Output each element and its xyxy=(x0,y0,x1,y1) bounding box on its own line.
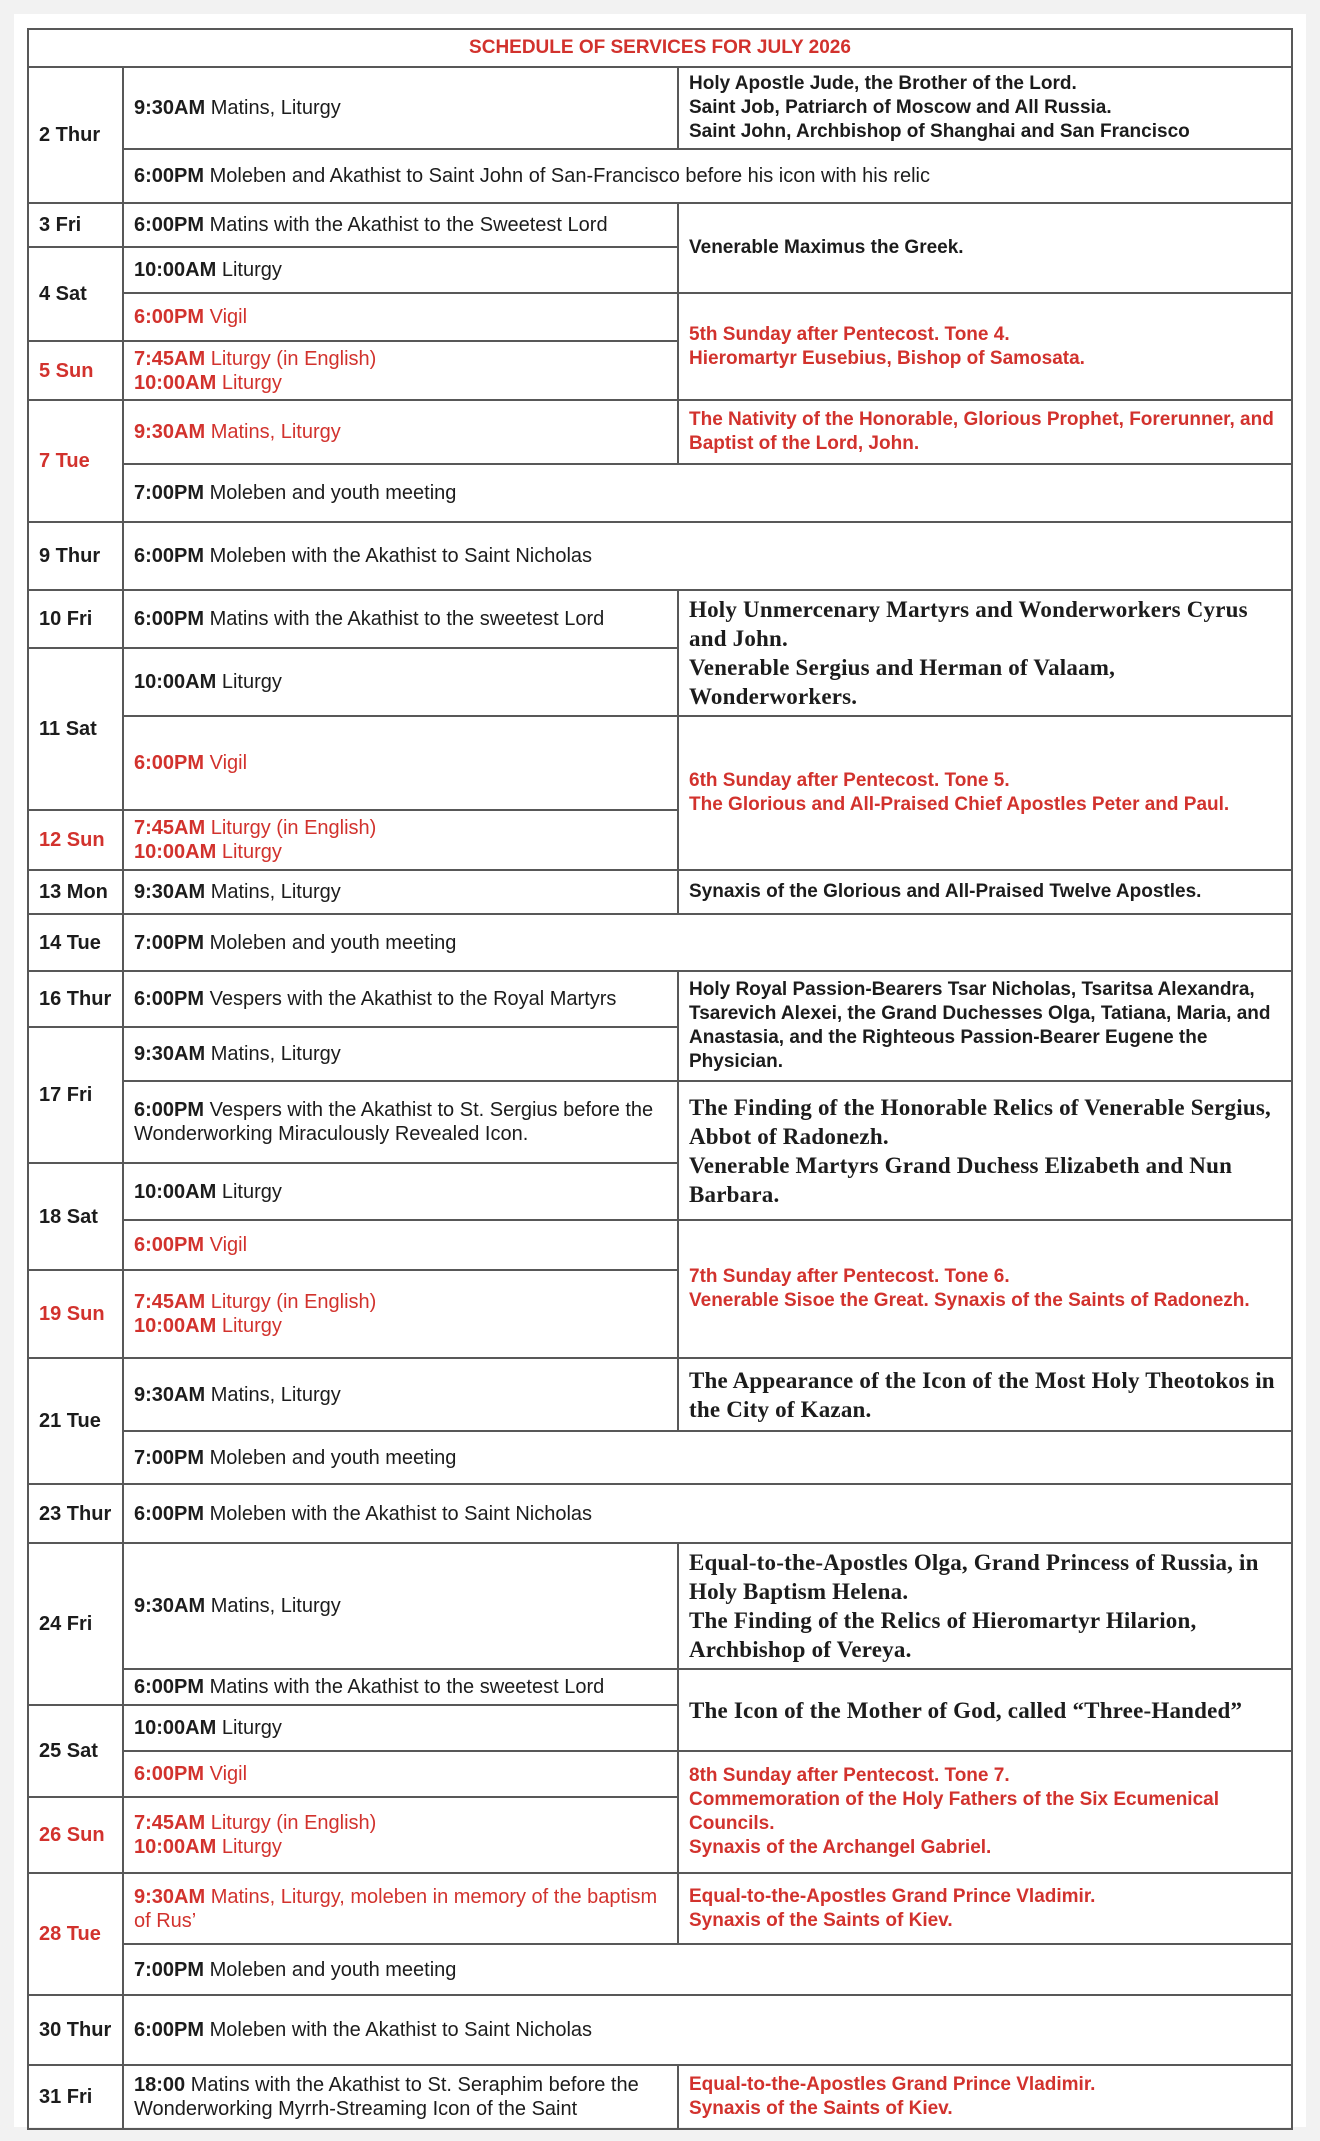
service-cell xyxy=(123,1270,678,1358)
service-time: 7:00PM xyxy=(134,931,205,954)
service-cell xyxy=(123,1751,678,1797)
feast-cell xyxy=(678,1220,1292,1358)
service-time: 9:30AM xyxy=(134,1885,206,1908)
service-cell xyxy=(123,1163,678,1220)
service-cell xyxy=(123,293,678,341)
service-desc: Moleben with the Akathist to Saint Nicholas xyxy=(204,1502,593,1525)
service-desc: Moleben with the Akathist to Saint Nicholas xyxy=(204,545,593,567)
service-desc: Matins, Liturgy xyxy=(205,1595,341,1617)
service-cell xyxy=(123,1081,678,1163)
service-time: 9:30AM xyxy=(134,1383,206,1406)
service-cell xyxy=(123,1797,678,1873)
feast-line: Equal-to-the-Apostles Olga, Grand Princess of Russia, in Holy Baptism Helena. xyxy=(689,1550,1259,1604)
service-time: 10:00AM xyxy=(134,259,217,281)
feast-cell xyxy=(678,293,1292,400)
feast-line: 8th Sunday after Pentecost. Tone 7. xyxy=(689,1765,1010,1786)
service-cell xyxy=(123,1669,678,1705)
service-desc: Matins, Liturgy, moleben in memory of the baptism of Rus’ xyxy=(134,1885,658,1932)
service-cell xyxy=(123,1705,678,1751)
day-cell: 18 Sat xyxy=(28,1163,123,1270)
service-cell xyxy=(123,971,678,1027)
service-time: 6:00PM xyxy=(134,306,205,328)
feast-line: Venerable Sisoe the Great. Synaxis of the Saints of Radonezh. xyxy=(689,1290,1250,1311)
day-cell: 12 Sun xyxy=(28,810,123,870)
service-time: 6:00PM xyxy=(134,165,205,187)
service-time: 10:00AM xyxy=(134,1836,217,1858)
day-cell: 30 Thur xyxy=(28,1995,123,2065)
service-time: 10:00AM xyxy=(134,841,217,863)
service-time: 10:00AM xyxy=(134,671,217,693)
service-time: 6:00PM xyxy=(134,988,205,1010)
service-desc: Vigil xyxy=(204,752,248,774)
service-cell xyxy=(123,1027,678,1081)
feast-cell xyxy=(678,1873,1292,1944)
service-cell xyxy=(123,810,678,870)
service-time: 6:00PM xyxy=(134,545,205,567)
feast-cell xyxy=(678,870,1292,914)
service-desc: Liturgy xyxy=(216,1315,282,1337)
service-time: 6:00PM xyxy=(134,214,205,236)
feast-line: Commemoration of the Holy Fathers of the Six Ecumenical Councils. xyxy=(689,1789,1219,1834)
service-time: 7:45AM xyxy=(134,1291,206,1313)
day-cell: 4 Sat xyxy=(28,247,123,341)
service-cell xyxy=(123,590,678,648)
feast-line: 7th Sunday after Pentecost. Tone 6. xyxy=(689,1266,1010,1287)
day-cell: 23 Thur xyxy=(28,1484,123,1543)
feast-line: Saint Job, Patriarch of Moscow and All Russia. xyxy=(689,97,1112,118)
feast-cell xyxy=(678,590,1292,716)
service-desc: Matins with the Akathist to the sweetest Lord xyxy=(204,1676,605,1698)
feast-line: Hieromartyr Eusebius, Bishop of Samosata. xyxy=(689,347,1085,369)
service-time: 6:00PM xyxy=(134,1763,205,1785)
service-desc: Liturgy xyxy=(216,259,282,281)
service-desc: Liturgy xyxy=(216,841,282,863)
service-time: 7:45AM xyxy=(134,817,206,839)
day-cell: 7 Tue xyxy=(28,400,123,522)
service-cell xyxy=(123,1358,678,1431)
service-desc: Moleben with the Akathist to Saint Nicholas xyxy=(204,2019,593,2041)
feast-cell xyxy=(678,400,1292,464)
schedule-table xyxy=(27,28,1293,2130)
service-cell xyxy=(123,341,678,400)
day-cell: 21 Tue xyxy=(28,1358,123,1484)
day-cell: 13 Mon xyxy=(28,870,123,914)
service-cell xyxy=(123,1543,678,1669)
service-desc: Vigil xyxy=(204,1234,248,1256)
service-desc: Liturgy (in English) xyxy=(205,817,377,839)
feast-line: Synaxis of the Saints of Kiev. xyxy=(689,2098,953,2119)
service-desc: Liturgy (in English) xyxy=(205,347,377,370)
feast-line: 5th Sunday after Pentecost. Tone 4. xyxy=(689,323,1010,345)
day-cell: 16 Thur xyxy=(28,971,123,1027)
service-desc: Matins with the Akathist to the Sweetest Lord xyxy=(204,214,608,236)
service-cell xyxy=(123,1220,678,1270)
service-time: 6:00PM xyxy=(134,1676,205,1698)
schedule-sheet xyxy=(14,14,1306,2127)
service-cell xyxy=(123,149,1292,203)
service-cell xyxy=(123,464,1292,522)
service-desc: Liturgy xyxy=(216,1180,282,1203)
feast-line: The Finding of the Honorable Relics of Venerable Sergius, Abbot of Radonezh. xyxy=(689,1094,1271,1149)
service-cell xyxy=(123,247,678,293)
day-cell: 3 Fri xyxy=(28,203,123,247)
feast-line: Saint John, Archbishop of Shanghai and San Francisco xyxy=(689,121,1190,142)
service-time: 9:30AM xyxy=(134,1595,206,1617)
feast-line: Venerable Sergius and Herman of Valaam, Wonderworkers. xyxy=(689,655,1116,709)
service-time: 6:00PM xyxy=(134,1099,205,1121)
day-cell: 26 Sun xyxy=(28,1797,123,1873)
feast-line: Synaxis of the Glorious and All-Praised Twelve Apostles. xyxy=(689,881,1202,902)
day-cell: 10 Fri xyxy=(28,590,123,648)
service-time: 7:45AM xyxy=(134,1812,206,1834)
service-desc: Vigil xyxy=(204,1763,248,1785)
service-time: 7:00PM xyxy=(134,482,205,504)
feast-cell xyxy=(678,716,1292,870)
day-cell: 14 Tue xyxy=(28,914,123,971)
feast-line: Venerable Martyrs Grand Duchess Elizabeth and Nun Barbara. xyxy=(689,1152,1233,1207)
service-desc: Matins, Liturgy xyxy=(205,97,341,119)
service-cell xyxy=(123,1944,1292,1995)
service-desc: Moleben and youth meeting xyxy=(204,1446,457,1469)
service-time: 6:00PM xyxy=(134,1234,205,1256)
feast-line: The Finding of the Relics of Hieromartyr Hilarion, Archbishop of Vereya. xyxy=(689,1608,1197,1662)
feast-cell xyxy=(678,203,1292,293)
service-desc: Liturgy (in English) xyxy=(205,1291,377,1313)
service-desc: Liturgy xyxy=(216,1836,282,1858)
day-cell: 19 Sun xyxy=(28,1270,123,1358)
service-time: 10:00AM xyxy=(134,1180,217,1203)
service-time: 6:00PM xyxy=(134,1502,205,1525)
service-desc: Liturgy xyxy=(216,671,282,693)
service-cell xyxy=(123,1995,1292,2065)
service-cell xyxy=(123,522,1292,590)
service-desc: Liturgy (in English) xyxy=(205,1812,377,1834)
service-time: 9:30AM xyxy=(134,1043,206,1065)
service-cell xyxy=(123,914,1292,971)
service-desc: Moleben and youth meeting xyxy=(204,1958,457,1981)
service-cell xyxy=(123,1873,678,1944)
service-time: 9:30AM xyxy=(134,421,206,443)
service-time: 18:00 xyxy=(134,2074,186,2096)
service-time: 10:00AM xyxy=(134,1315,217,1337)
feast-line: The Appearance of the Icon of the Most Holy Theotokos in the City of Kazan. xyxy=(689,1367,1275,1422)
feast-cell xyxy=(678,1543,1292,1669)
feast-line: The Icon of the Mother of God, called “Three-Handed” xyxy=(689,1697,1243,1723)
feast-line: Synaxis of the Archangel Gabriel. xyxy=(689,1837,992,1858)
service-desc: Vigil xyxy=(204,306,248,328)
service-desc: Vespers with the Akathist to St. Sergius before the Wonderworking Miraculously Revealed Icon. xyxy=(134,1099,654,1145)
service-desc: Moleben and youth meeting xyxy=(204,931,457,954)
service-desc: Vespers with the Akathist to the Royal Martyrs xyxy=(204,988,617,1010)
service-cell xyxy=(123,2065,678,2129)
feast-cell xyxy=(678,971,1292,1081)
feast-line: Holy Unmercenary Martyrs and Wonderworkers Cyrus and John. xyxy=(689,597,1248,651)
service-desc: Moleben and Akathist to Saint John of San-Francisco before his icon with his relic xyxy=(204,165,930,187)
feast-cell xyxy=(678,67,1292,149)
feast-line: Venerable Maximus the Greek. xyxy=(689,237,964,258)
schedule-title: SCHEDULE OF SERVICES FOR JULY 2026 xyxy=(28,29,1292,67)
service-cell xyxy=(123,400,678,464)
feast-cell xyxy=(678,1751,1292,1873)
service-desc: Matins, Liturgy xyxy=(205,421,341,443)
service-time: 7:00PM xyxy=(134,1958,205,1981)
day-cell: 11 Sat xyxy=(28,648,123,810)
service-cell xyxy=(123,648,678,716)
feast-line: Equal-to-the-Apostles Grand Prince Vladimir. xyxy=(689,1885,1096,1907)
feast-cell xyxy=(678,1358,1292,1431)
feast-line: Holy Apostle Jude, the Brother of the Lord. xyxy=(689,73,1077,94)
feast-line: 6th Sunday after Pentecost. Tone 5. xyxy=(689,770,1010,791)
day-cell: 31 Fri xyxy=(28,2065,123,2129)
service-time: 9:30AM xyxy=(134,881,206,903)
feast-line: The Glorious and All-Praised Chief Apostles Peter and Paul. xyxy=(689,794,1230,815)
feast-line: Equal-to-the-Apostles Grand Prince Vladimir. xyxy=(689,2074,1096,2095)
service-time: 7:45AM xyxy=(134,347,206,370)
service-cell xyxy=(123,203,678,247)
service-time: 10:00AM xyxy=(134,1717,217,1739)
service-time: 7:00PM xyxy=(134,1446,205,1469)
feast-cell xyxy=(678,1669,1292,1751)
service-desc: Matins with the Akathist to St. Seraphim before the Wonderworking Myrrh-Streaming Icon of the Saint xyxy=(134,2074,639,2120)
service-time: 10:00AM xyxy=(134,371,217,394)
feast-line: Synaxis of the Saints of Kiev. xyxy=(689,1909,953,1931)
service-cell xyxy=(123,67,678,149)
day-cell: 28 Tue xyxy=(28,1873,123,1995)
feast-cell xyxy=(678,2065,1292,2129)
service-desc: Matins with the Akathist to the sweetest Lord xyxy=(204,608,605,630)
day-cell: 24 Fri xyxy=(28,1543,123,1705)
service-time: 6:00PM xyxy=(134,752,205,774)
service-desc: Moleben and youth meeting xyxy=(204,482,457,504)
service-cell xyxy=(123,870,678,914)
service-desc: Matins, Liturgy xyxy=(205,881,341,903)
service-cell xyxy=(123,1484,1292,1543)
feast-line: The Nativity of the Honorable, Glorious Prophet, Forerunner, and Baptist of the Lord, John. xyxy=(689,409,1274,454)
service-desc: Matins, Liturgy xyxy=(205,1043,341,1065)
service-cell xyxy=(123,1431,1292,1484)
day-cell: 9 Thur xyxy=(28,522,123,590)
day-cell: 17 Fri xyxy=(28,1027,123,1163)
service-time: 9:30AM xyxy=(134,97,206,119)
service-time: 6:00PM xyxy=(134,608,205,630)
day-cell: 5 Sun xyxy=(28,341,123,400)
service-desc: Matins, Liturgy xyxy=(205,1383,341,1406)
service-time: 6:00PM xyxy=(134,2019,205,2041)
day-cell: 2 Thur xyxy=(28,67,123,203)
service-desc: Liturgy xyxy=(216,1717,282,1739)
day-cell: 25 Sat xyxy=(28,1705,123,1797)
service-desc: Liturgy xyxy=(216,371,282,394)
service-cell xyxy=(123,716,678,810)
feast-line: Holy Royal Passion-Bearers Tsar Nicholas, Tsaritsa Alexandra, Tsarevich Alexei, the Grand Duchesses Olga, Tatiana, Maria, and Anastasia, and the Righteous Passion-Bearer Eugene the Physician. xyxy=(689,979,1271,1072)
feast-cell xyxy=(678,1081,1292,1220)
